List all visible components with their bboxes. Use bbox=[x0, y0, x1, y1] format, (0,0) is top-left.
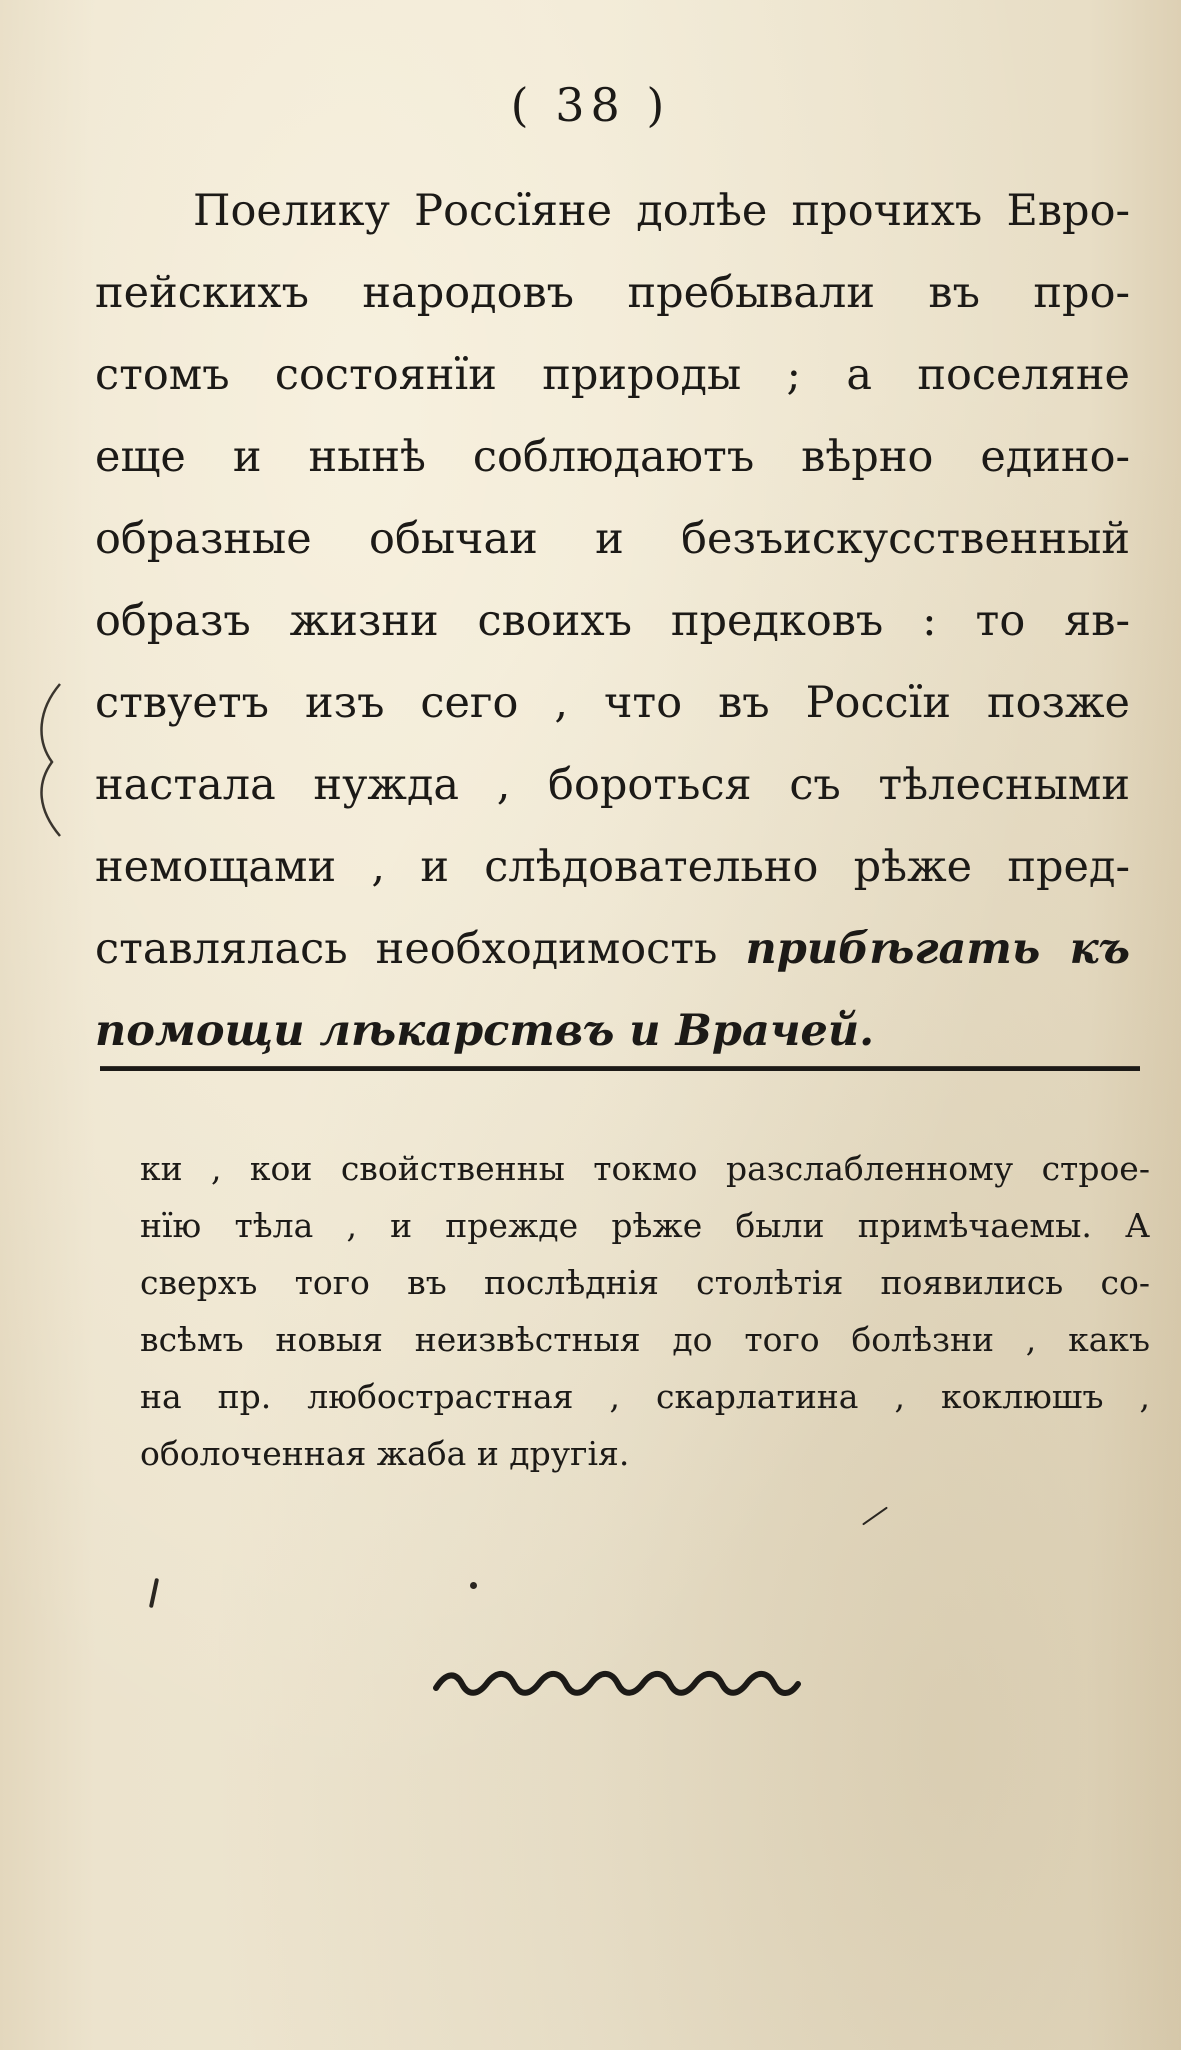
emphasis-text: прибѣгать къ bbox=[745, 924, 1130, 974]
text-line: Поелику Россїяне долѣе прочихъ Евро- bbox=[193, 186, 1130, 236]
ink-speck bbox=[149, 1578, 159, 1608]
footnote-line: на пр. любострастная , скарлатина , коклюшъ , bbox=[140, 1377, 1150, 1416]
text-line: пейскихъ народовъ пребывали въ про- bbox=[95, 268, 1130, 318]
margin-bracket-mark bbox=[30, 680, 70, 840]
footnote bbox=[140, 1140, 1150, 1482]
text-line bbox=[95, 908, 1130, 990]
text-line: еще и нынѣ соблюдаютъ вѣрно едино- bbox=[95, 432, 1130, 482]
footnote-line: ки , кои свойственны токмо разслабленному строе- bbox=[140, 1149, 1150, 1188]
text-line: ствуетъ изъ сего , что въ Россїи позже bbox=[95, 678, 1130, 728]
page-number: ( 38 ) bbox=[510, 78, 671, 132]
wavy-ornament-icon bbox=[432, 1668, 802, 1698]
ink-speck bbox=[470, 1582, 477, 1589]
text-line: образъ жизни своихъ предковъ : то яв- bbox=[95, 596, 1130, 646]
text-line: образные обычаи и безъискусственный bbox=[95, 514, 1130, 564]
text-segment: ставлялась необходимость bbox=[95, 924, 746, 974]
footnote-line: сверхъ того въ послѣднія столѣтія появились со- bbox=[140, 1263, 1150, 1302]
footnote-separator-rule bbox=[100, 1066, 1140, 1071]
main-paragraph bbox=[95, 170, 1130, 1072]
text-line: стомъ состоянїи природы ; а поселяне bbox=[95, 350, 1130, 400]
footnote-line: оболоченная жаба и другія. bbox=[140, 1434, 630, 1473]
ink-speck bbox=[862, 1507, 888, 1526]
text-line: настала нужда , бороться съ тѣлесными bbox=[95, 760, 1130, 810]
footnote-line: всѣмъ новыя неизвѣстныя до того болѣзни , какъ bbox=[140, 1320, 1150, 1359]
text-line: немощами , и слѣдовательно рѣже пред- bbox=[95, 842, 1130, 892]
footnote-line: нїю тѣла , и прежде рѣже были примѣчаемы. А bbox=[140, 1206, 1150, 1245]
text-line-emphasis: помощи лѣкарствъ и Врачей. bbox=[95, 1006, 875, 1056]
